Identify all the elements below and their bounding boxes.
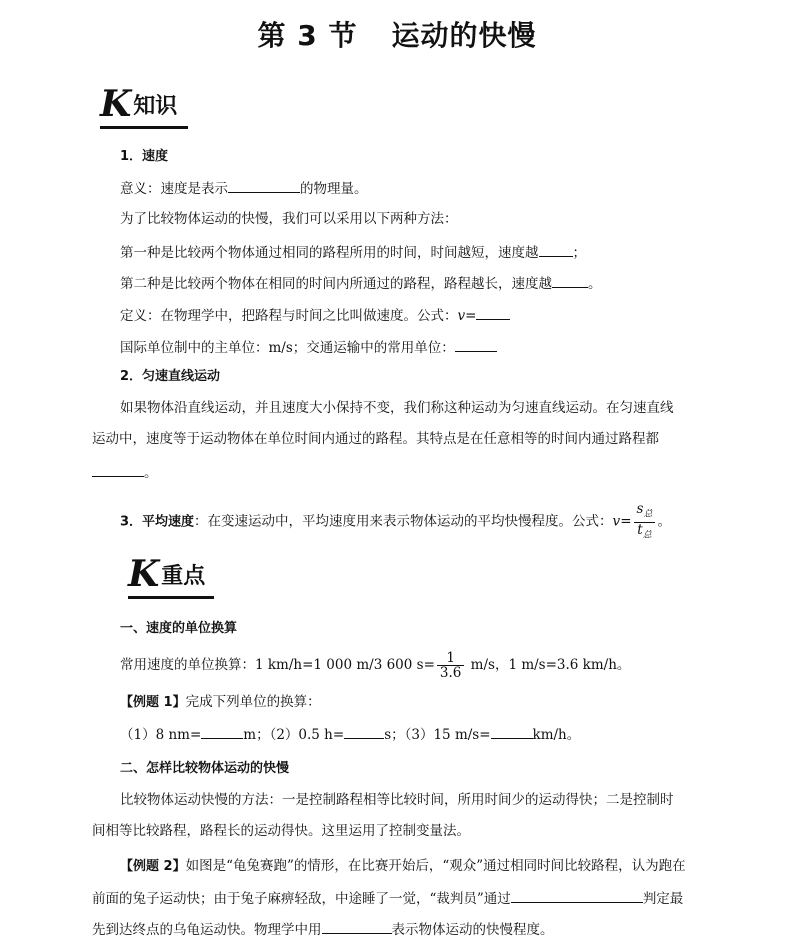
section-label: 重点 bbox=[161, 564, 206, 589]
page-title bbox=[0, 14, 794, 54]
numerator: 1 bbox=[437, 651, 464, 666]
text: 判定最 bbox=[642, 891, 684, 907]
symbol-v: v bbox=[457, 308, 466, 324]
text-meaning bbox=[120, 178, 368, 198]
section-underline bbox=[100, 126, 188, 129]
title-section-number: 第 3 节 bbox=[257, 19, 358, 52]
example-1-questions bbox=[120, 724, 580, 744]
text: 完成下列单位的换算： bbox=[185, 694, 321, 710]
subscript: 总 bbox=[642, 530, 652, 541]
numerator: s bbox=[636, 501, 644, 517]
heading-compare-speed: 二、怎样比较物体运动的快慢 bbox=[120, 761, 290, 776]
text: 的物理量。 bbox=[300, 181, 368, 197]
text-uniform-1: 如果物体沿直线运动，并且速度大小保持不变，我们称这种运动为匀速直线运动。在匀速直线 bbox=[120, 400, 674, 416]
blank bbox=[511, 888, 643, 903]
example-2-line-2 bbox=[92, 888, 683, 908]
section-header-key bbox=[128, 553, 206, 600]
text-uniform-3 bbox=[92, 462, 158, 482]
example-1-intro bbox=[120, 693, 321, 712]
example-tag: 【例题 1】 bbox=[120, 695, 186, 710]
blank bbox=[201, 724, 243, 739]
text-compare-2: 间相等比较路程，路程长的运动得快。这里运用了控制变量法。 bbox=[92, 823, 470, 839]
text: 表示物体运动的快慢程度。 bbox=[391, 922, 554, 938]
example-tag: 【例题 2】 bbox=[120, 859, 186, 874]
text: 先到达终点的乌龟运动快。物理学中用 bbox=[92, 922, 322, 938]
fraction-s-over-t bbox=[634, 502, 656, 542]
text: 常用速度的单位换算：1 km/h=1 000 m/3 600 s= bbox=[120, 657, 435, 673]
blank bbox=[455, 337, 497, 352]
subscript: 总 bbox=[643, 509, 653, 520]
title-topic: 运动的快慢 bbox=[391, 19, 537, 52]
section-underline bbox=[128, 596, 214, 599]
heading-speed: 1．速度 bbox=[120, 149, 169, 164]
text-units bbox=[120, 337, 497, 357]
text: m；（2）0.5 h= bbox=[243, 727, 345, 743]
text: 国际单位制中的主单位：m/s；交通运输中的常用单位： bbox=[120, 340, 455, 356]
text: s；（3）15 m/s= bbox=[384, 727, 491, 743]
denominator: t bbox=[637, 521, 643, 538]
text: ； bbox=[572, 245, 586, 261]
text-definition bbox=[120, 305, 510, 325]
text: ：在变速运动中，平均速度用来表示物体运动的平均快慢程度。公式： bbox=[194, 513, 613, 530]
text-average-speed bbox=[120, 502, 671, 542]
text: km/h。 bbox=[532, 727, 581, 743]
text-compare-1: 比较物体运动快慢的方法：一是控制路程相等比较时间，所用时间少的运动得快；二是控制时 bbox=[120, 792, 674, 808]
text: = bbox=[465, 308, 477, 324]
text: m/s，1 m/s=3.6 km/h。 bbox=[466, 657, 631, 673]
text: = bbox=[620, 513, 632, 530]
heading-unit-conversion: 一、速度的单位换算 bbox=[120, 621, 238, 636]
heading-uniform-motion: 2．匀速直线运动 bbox=[120, 369, 221, 384]
text: 第二种是比较两个物体在相同的时间内所通过的路程，路程越长，速度越 bbox=[120, 276, 552, 292]
text: 前面的兔子运动快；由于兔子麻痹轻敌，中途睡了一觉，“裁判员”通过 bbox=[92, 891, 511, 907]
text-method2 bbox=[120, 273, 602, 293]
k-logo-icon: K bbox=[128, 553, 160, 595]
text-uniform-2: 运动中，速度等于运动物体在单位时间内通过的路程。其特点是在任意相等的时间内通过路程都 bbox=[92, 431, 659, 447]
blank bbox=[539, 242, 573, 257]
example-2-line-1 bbox=[120, 857, 686, 876]
denominator: 3.6 bbox=[439, 665, 462, 681]
text: （1）8 nm= bbox=[120, 727, 202, 743]
text: 。 bbox=[144, 465, 158, 481]
heading-average-speed: 3．平均速度 bbox=[120, 514, 195, 530]
text-method1 bbox=[120, 242, 586, 262]
example-2-line-3 bbox=[92, 919, 554, 939]
blank bbox=[92, 462, 144, 477]
text-methods-intro: 为了比较物体运动的快慢，我们可以采用以下两种方法： bbox=[120, 211, 458, 227]
blank bbox=[228, 178, 300, 193]
section-label: 知识 bbox=[133, 94, 178, 119]
blank bbox=[552, 273, 588, 288]
fraction-1-over-3-6 bbox=[437, 651, 464, 680]
text: 。 bbox=[588, 276, 602, 292]
blank bbox=[491, 724, 533, 739]
blank bbox=[344, 724, 384, 739]
section-header-knowledge bbox=[100, 83, 178, 130]
text: 。 bbox=[657, 513, 671, 530]
k-logo-icon: K bbox=[100, 83, 132, 125]
text: 第一种是比较两个物体通过相同的路程所用的时间，时间越短，速度越 bbox=[120, 245, 539, 261]
text: 意义：速度是表示 bbox=[120, 181, 228, 197]
symbol-v: v bbox=[612, 513, 621, 530]
blank bbox=[476, 305, 510, 320]
text-conversion bbox=[120, 648, 630, 682]
text: 定义：在物理学中，把路程与时间之比叫做速度。公式： bbox=[120, 308, 458, 324]
text: 如图是“龟兔赛跑”的情形，在比赛开始后，“观众”通过相同时间比较路程，认为跑在 bbox=[185, 858, 686, 874]
blank bbox=[322, 919, 392, 934]
